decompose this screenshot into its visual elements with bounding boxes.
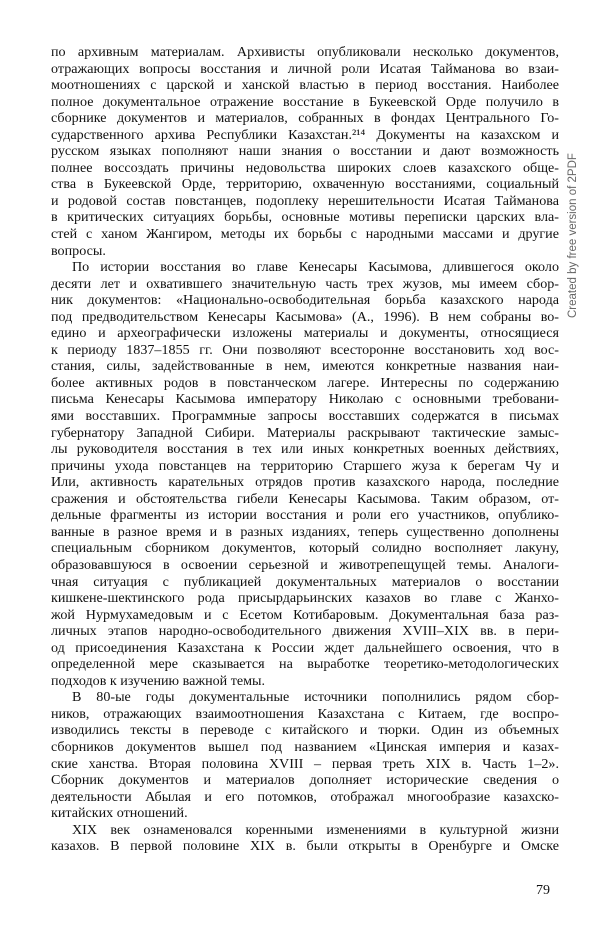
text-line: ник документов: «Национально-освободительная борьба казахского народа bbox=[51, 292, 559, 309]
text-line: китайских отношений. bbox=[51, 805, 188, 822]
text-line: В 80-ые годы документальные источники пополнились рядом сбор- bbox=[72, 689, 559, 706]
text-line: подходов к изучению важной темы. bbox=[51, 672, 266, 689]
text-line: к периоду 1837–1855 гг. Они позволяют всесторонне восстановить ход вос- bbox=[51, 341, 559, 358]
text-line: отражающих вопросы восстания и личной роли Исатая Тайманова во взаи- bbox=[51, 60, 559, 77]
text-line: сборнике документов и материалов, собранных в фондах Центрального Го- bbox=[51, 110, 559, 127]
text-line: полнее воссоздать причины недовольства широких слоев казахского обще- bbox=[51, 159, 559, 176]
text-line: сборников документов вышел под названием «Цинская империя и казах- bbox=[51, 738, 559, 755]
text-line: сударственного архива Республики Казахстан.²¹⁴ Документы на казахском и bbox=[51, 126, 559, 143]
text-line: письма Кенесары Касымова императору Николаю с основными требовани- bbox=[51, 391, 559, 408]
text-line: губернатору Западной Сибири. Материалы раскрывают тактические замыс- bbox=[51, 424, 559, 441]
text-line: од присоединения Казахстана к России ждет дальнейшего освоения, что в bbox=[51, 639, 559, 656]
paragraph bbox=[51, 44, 559, 259]
text-line: лы руководителя восстания в тех или иных конкретных военных действиях, bbox=[51, 441, 559, 458]
text-line: Или, активность карательных отрядов против казахского народа, последние bbox=[51, 474, 559, 491]
text-line: По истории восстания во главе Кенесары Касымова, длившегося около bbox=[72, 259, 559, 276]
text-line: личных этапов народно-освободительного движения XVIII–XIX вв. в пери- bbox=[51, 623, 559, 640]
text-line: причины ухода повстанцев на территорию Старшего жуза к берегам Чу и bbox=[51, 457, 559, 474]
text-line: определенной мере сказывается на выработке теоретико-методологических bbox=[51, 656, 559, 673]
text-line: десяти лет и охватившего значительную часть трех жузов, мы имеем сбор- bbox=[51, 275, 559, 292]
text-line: и родовой состав повстанцев, подоплеку нерешительности Исатая Тайманова bbox=[51, 192, 559, 209]
paragraph bbox=[51, 822, 559, 855]
text-line: изводились тексты в переводе с китайского и тюрки. Один из объемных bbox=[51, 722, 559, 739]
text-line: ства в Букеевской Орде, территорию, охваченную восстаниями, социальный bbox=[51, 176, 559, 193]
text-line: кишкене-шектинского рода присырдарьинских казахов во главе с Жанхо- bbox=[51, 590, 559, 607]
text-line: Сборник документов и материалов дополняет исторические сведения о bbox=[51, 772, 559, 789]
text-line: русском языках пополняют наши знания о восстании и дают возможность bbox=[51, 143, 559, 160]
text-line: XIX век ознаменовался коренными изменениями в культурной жизни bbox=[72, 821, 559, 838]
paragraph bbox=[51, 259, 559, 689]
text-line: казахов. В первой половине XIX в. были открыты в Оренбурге и Омске bbox=[51, 838, 559, 855]
text-line: дельные фрагменты из истории восстания и роли его участников, опублико- bbox=[51, 507, 559, 524]
text-line: ями восставших. Программные запросы восставших содержатся в письмах bbox=[51, 408, 559, 425]
text-line: стания, силы, задействованные в нем, имеются конкретные названия наи- bbox=[51, 358, 559, 375]
text-line: сражения и обстоятельства гибели Кенесары Касымова. Таким образом, от- bbox=[51, 490, 559, 507]
text-line: более активных родов в повстанческом лагере. Интересны по содержанию bbox=[51, 374, 559, 391]
text-line: ванные в разное время и в разных изданиях, теперь существенно дополнены bbox=[51, 523, 559, 540]
text-line: в критических ситуациях борьбы, основные мотивы переписки царских вла- bbox=[51, 209, 559, 226]
text-line: стей с ханом Жангиром, методы их борьбы с народными массами и другие bbox=[51, 226, 559, 243]
text-line: моотношениях с царской и ханской властью в период восстания. Наиболее bbox=[51, 77, 559, 94]
text-line: специальным сборником документов, который солидно восполняет лакуну, bbox=[51, 540, 559, 557]
text-line: по архивным материалам. Архивисты опубликовали несколько документов, bbox=[51, 44, 559, 60]
text-line: образовавшуюся в освоении серьезной и животрепещущей темы. Аналоги- bbox=[51, 556, 559, 573]
text-line: чная ситуация с публикацией документальных материалов о восстании bbox=[51, 573, 559, 590]
text-line: полное документальное отражение восстание в Букеевской Орде получило в bbox=[51, 93, 559, 110]
text-line: под предводительством Кенесары Касымова» (А., 1996). В нем собраны во- bbox=[51, 308, 559, 325]
paragraph bbox=[51, 689, 559, 821]
text-line: деятельности Абылая и его потомков, отображал многообразие казахско- bbox=[51, 788, 559, 805]
page-number: 79 bbox=[536, 883, 550, 898]
text-line: ские ханства. Вторая половина XVIII – первая треть XIX в. Часть 1–2». bbox=[51, 755, 559, 772]
text-line: ников, отражающих взаимоотношения Казахстана с Китаем, где воспро- bbox=[51, 705, 559, 722]
text-line: жой Нурмухамедовым и с Есетом Котибаровым. Документальная база раз- bbox=[51, 606, 559, 623]
watermark-text: Created by free version of 2PDF bbox=[567, 153, 579, 318]
body-text bbox=[51, 44, 559, 855]
text-line: вопросы. bbox=[51, 242, 106, 259]
text-line: едино и археографически изложены материалы и документы, относящиеся bbox=[51, 325, 559, 342]
